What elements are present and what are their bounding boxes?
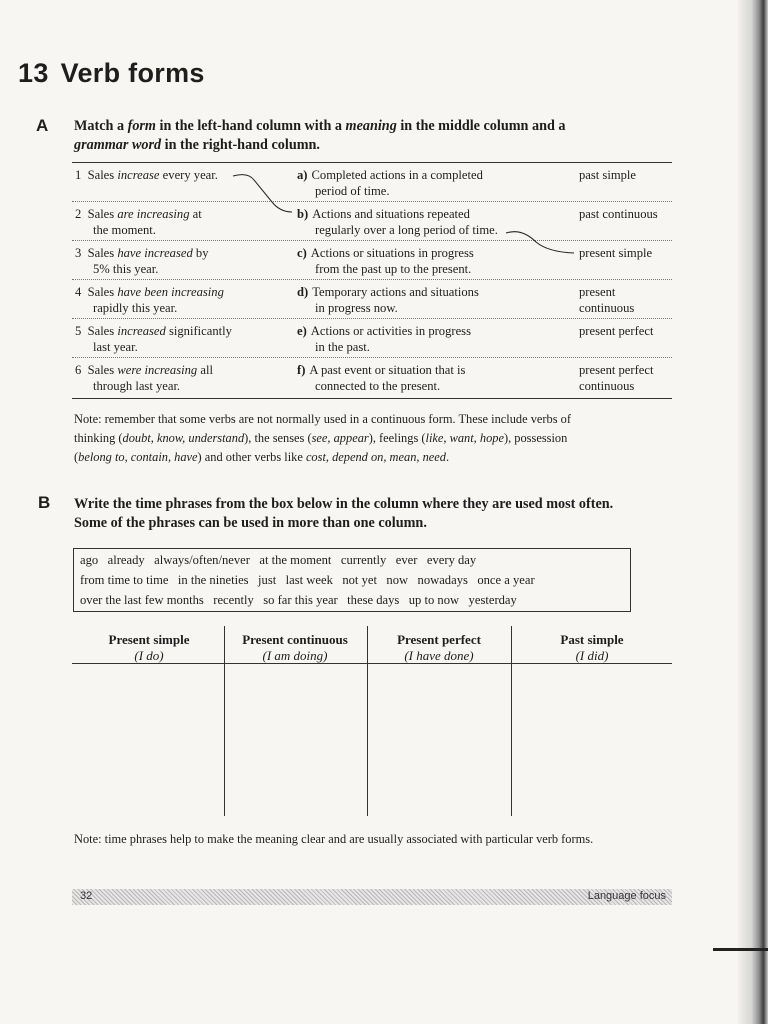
row-number: 5 (75, 324, 82, 338)
grammar-text: continuous (579, 379, 635, 393)
column-subtitle: (I am doing) (262, 648, 328, 663)
column-subtitle: (I do) (134, 648, 164, 663)
phrase-row: from time to time in the nineties just last week not yet now nowadays once a year (80, 573, 535, 587)
book-title: Language focus (587, 890, 666, 902)
instr-text: in the left-hand column with a (155, 118, 346, 134)
phrase-row: over the last few months recently so far this year these days up to now yesterday (80, 593, 517, 607)
column-present-perfect (368, 632, 510, 664)
note-example: doubt, know, understand (122, 431, 245, 445)
grammar-text: continuous (579, 301, 635, 315)
form-text: rapidly this year. (93, 301, 178, 315)
column-divider (367, 626, 368, 816)
instr-form: form (127, 118, 156, 134)
form-text: at (189, 207, 202, 221)
phrase-row: ago already always/often/never at the moment currently ever every day (80, 553, 477, 567)
form-text: last year. (93, 340, 138, 354)
grammar-text: present simple (579, 246, 653, 260)
meaning-text: Completed actions in a completed (311, 168, 483, 182)
note-text: Note: remember that some verbs are not normally used in a continuous form. These include verbs of (74, 412, 571, 426)
row-number: 4 (75, 285, 82, 299)
section-a-letter: A (36, 116, 49, 135)
grammar-text: past simple (579, 168, 637, 182)
note-text: ), possession (503, 431, 568, 445)
row-number: 3 (75, 246, 82, 260)
column-present-simple (74, 632, 224, 664)
form-text: Sales (87, 168, 118, 182)
instr-text: in the middle column and a (396, 118, 566, 134)
form-verb: have increased (117, 246, 193, 260)
note-example: see, appear (311, 431, 369, 445)
row-number: 2 (75, 207, 82, 221)
meaning-text: period of time. (315, 184, 390, 198)
meaning-text: from the past up to the present. (315, 262, 472, 276)
chapter-number: 13 (18, 58, 49, 88)
form-text: by (192, 246, 209, 260)
columns-header-rule (72, 663, 672, 664)
row-number: 1 (75, 168, 82, 182)
form-text: the moment. (93, 223, 156, 237)
meaning-label: a) (297, 168, 308, 182)
instr-text: Write the time phrases from the box below in the column where they are used most often. (74, 496, 614, 512)
meaning-text: Actions and situations repeated (312, 207, 470, 221)
form-text: Sales (87, 207, 118, 221)
note-example: like, want, hope (425, 431, 504, 445)
meaning-label: d) (297, 285, 309, 299)
meaning-text: in progress now. (315, 301, 398, 315)
form-text: all (197, 363, 213, 377)
instr-text: Match a (74, 118, 128, 134)
form-text: Sales (87, 324, 118, 338)
note-text: ), the senses ( (244, 431, 312, 445)
page-footer (72, 889, 672, 905)
grammar-text: past continuous (579, 207, 658, 221)
column-title: Present continuous (242, 632, 348, 647)
note-text: ), feelings ( (368, 431, 426, 445)
column-title: Present perfect (397, 632, 481, 647)
meaning-text: in the past. (315, 340, 370, 354)
meaning-text: Actions or situations in progress (310, 246, 474, 260)
page-number: 32 (80, 890, 93, 902)
form-text: through last year. (93, 379, 181, 393)
time-phrases-box (73, 548, 631, 612)
form-text: significantly (165, 324, 232, 338)
meaning-label: f) (297, 363, 306, 377)
section-a-note (74, 410, 674, 467)
section-b-letter: B (38, 493, 51, 512)
binding-edge-line (713, 948, 768, 951)
column-title: Present simple (108, 632, 190, 647)
meaning-text: A past event or situation that is (309, 363, 466, 377)
form-text: 5% this year. (93, 262, 159, 276)
meaning-label: c) (297, 246, 307, 260)
meaning-text: Temporary actions and situations (312, 285, 479, 299)
note-text: ( (74, 450, 79, 464)
instr-text: Some of the phrases can be used in more than one column. (74, 515, 427, 531)
meaning-text: regularly over a long period of time. (315, 223, 498, 237)
handwritten-match-lines (0, 0, 768, 420)
meaning-text: Actions or activities in progress (310, 324, 471, 338)
column-title: Past simple (560, 632, 624, 647)
form-verb: have been increasing (117, 285, 224, 299)
grammar-text: present (579, 285, 616, 299)
note-text: ) and other verbs like (197, 450, 306, 464)
column-subtitle: (I did) (575, 648, 609, 663)
note-text: thinking ( (74, 431, 123, 445)
column-divider (224, 626, 225, 816)
meaning-text: connected to the present. (315, 379, 441, 393)
section-b-instructions (74, 495, 684, 533)
form-text: every year. (159, 168, 218, 182)
row-number: 6 (75, 363, 82, 377)
note-text: . (445, 450, 450, 464)
form-text: Sales (87, 363, 118, 377)
grammar-text: present perfect (579, 363, 654, 377)
section-b-note: Note: time phrases help to make the meaning clear and are usually associated with particular verb forms. (74, 832, 594, 846)
meaning-label: e) (297, 324, 307, 338)
match-line-1-b (233, 175, 292, 212)
column-subtitle: (I have done) (404, 648, 474, 663)
form-text: Sales (87, 246, 118, 260)
grammar-text: present perfect (579, 324, 654, 338)
instr-grammar-word: grammar word (74, 137, 162, 153)
chapter-title: Verb forms (60, 58, 205, 88)
column-past-simple (512, 632, 672, 664)
column-present-continuous (224, 632, 366, 664)
note-example: belong to, contain, have (78, 450, 198, 464)
form-verb: increased (117, 324, 166, 338)
match-line-2-c (506, 232, 574, 253)
form-verb: are increasing (117, 207, 190, 221)
note-example: cost, depend on, mean, need (305, 450, 446, 464)
instr-text: in the right-hand column. (161, 137, 320, 153)
form-text: Sales (87, 285, 118, 299)
instr-meaning: meaning (345, 118, 397, 134)
meaning-label: b) (297, 207, 309, 221)
form-verb: increase (117, 168, 160, 182)
form-verb: were increasing (117, 363, 198, 377)
column-divider (511, 626, 512, 816)
